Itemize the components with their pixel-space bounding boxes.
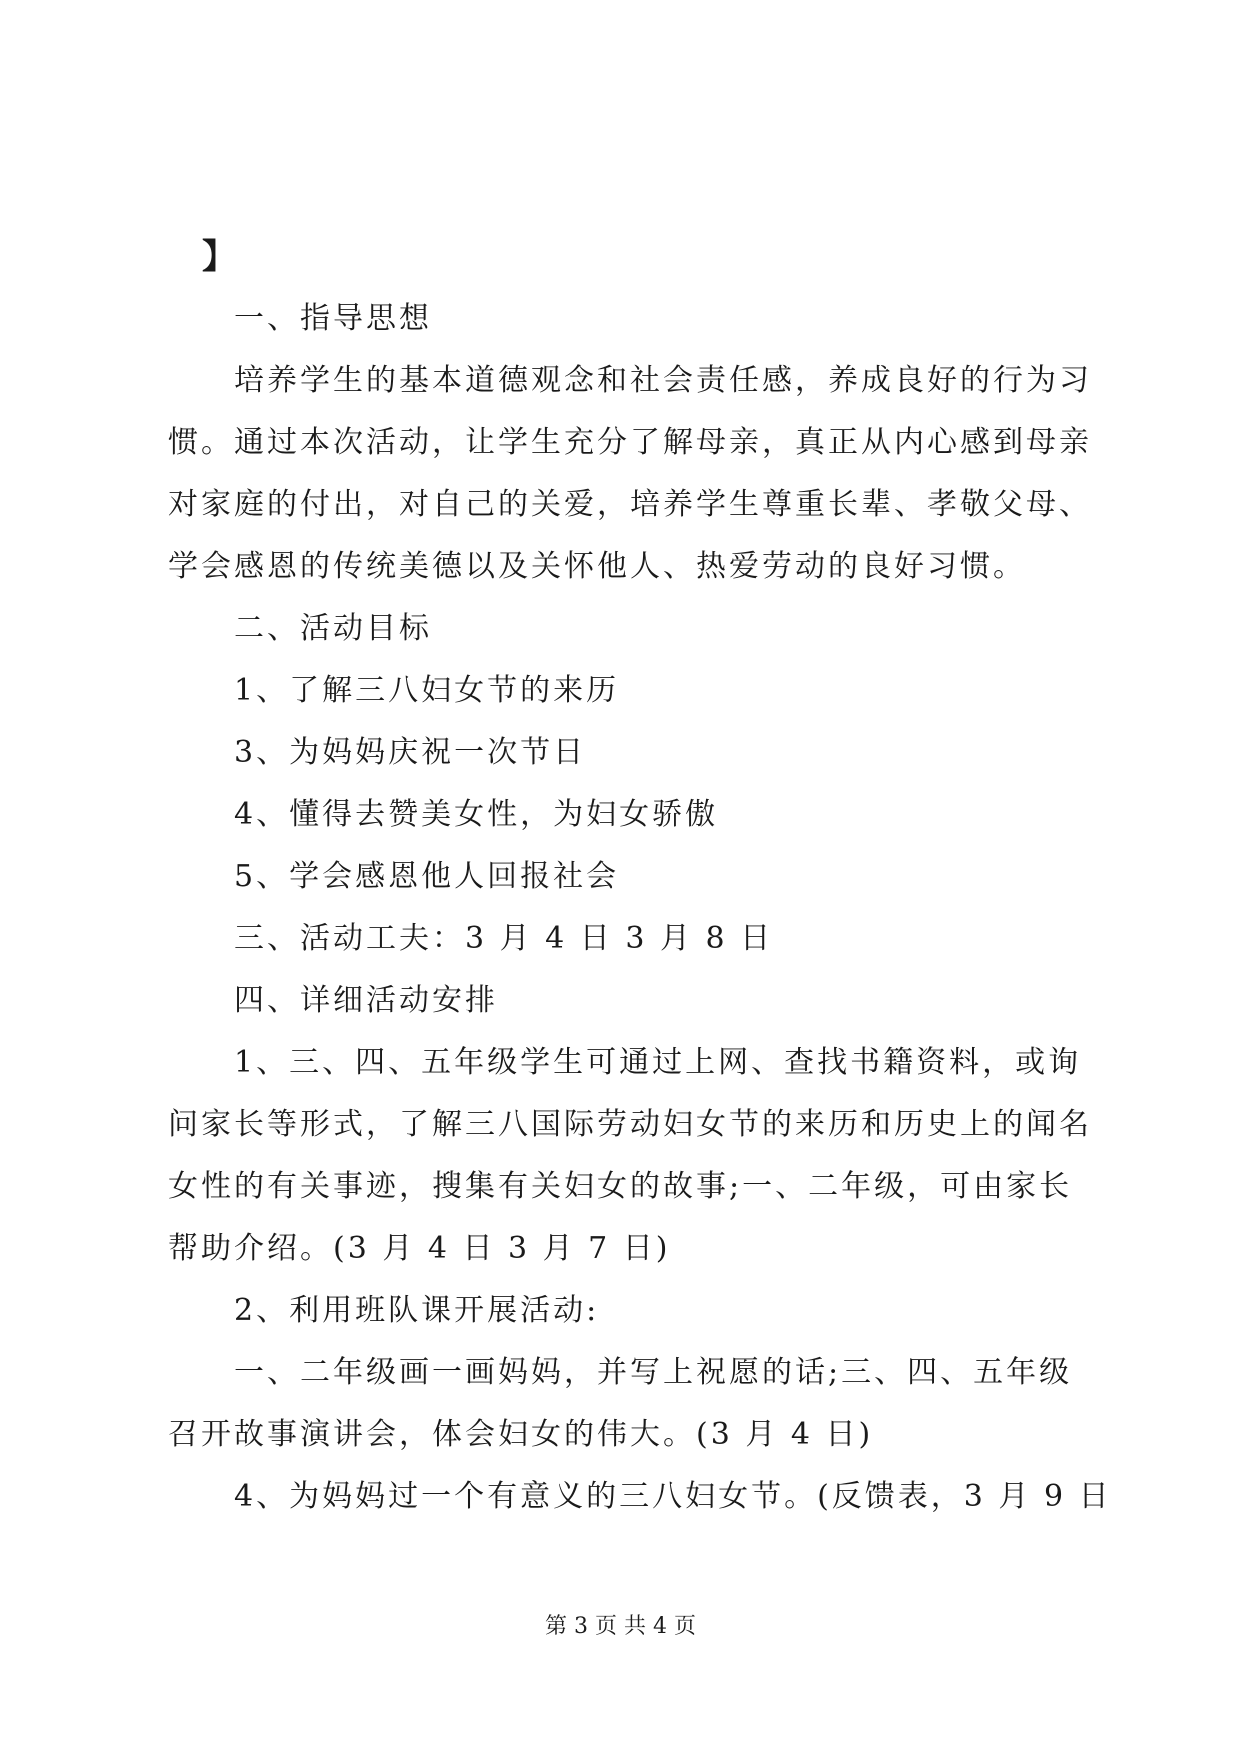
paragraph-line: 召开故事演讲会，体会妇女的伟大。(3 月 4 日) <box>168 1417 874 1452</box>
list-item: 5、学会感恩他人回报社会 <box>234 859 620 894</box>
list-item: 4、懂得去赞美女性，为妇女骄傲 <box>234 797 719 832</box>
paragraph-line: 帮助介绍。(3 月 4 日 3 月 7 日) <box>168 1231 671 1266</box>
document-body <box>168 226 1112 1528</box>
paragraph-line: 对家庭的付出，对自己的关爱，培养学生尊重长辈、孝敬父母、 <box>168 487 1092 522</box>
section-heading-guiding-thought: 一、指导思想 <box>234 301 432 336</box>
section-heading-activity-goals: 二、活动目标 <box>234 611 432 646</box>
paragraph-line: 一、二年级画一画妈妈，并写上祝愿的话;三、四、五年级 <box>234 1355 1073 1390</box>
page-number-footer: 第 3 页 共 4 页 <box>545 1614 696 1639</box>
paragraph-line: 学会感恩的传统美德以及关怀他人、热爱劳动的良好习惯。 <box>168 549 1026 584</box>
closing-bracket: 】 <box>202 237 236 277</box>
section-heading-activity-arrangement: 四、详细活动安排 <box>234 983 498 1018</box>
section-heading-activity-time: 三、活动工夫：3 月 4 日 3 月 8 日 <box>234 921 774 956</box>
paragraph-line: 培养学生的基本道德观念和社会责任感，养成良好的行为习 <box>234 363 1092 398</box>
list-item: 1、了解三八妇女节的来历 <box>234 673 620 708</box>
list-item: 3、为妈妈庆祝一次节日 <box>234 735 587 770</box>
paragraph-line: 问家长等形式，了解三八国际劳动妇女节的来历和历史上的闻名 <box>168 1107 1092 1142</box>
paragraph-line: 1、三、四、五年级学生可通过上网、查找书籍资料，或询 <box>234 1045 1082 1080</box>
list-item: 2、利用班队课开展活动: <box>234 1293 600 1328</box>
paragraph-line: 惯。通过本次活动，让学生充分了解母亲，真正从内心感到母亲 <box>168 425 1092 460</box>
list-item: 4、为妈妈过一个有意义的三八妇女节。(反馈表，3 月 9 日 <box>234 1479 1112 1514</box>
paragraph-line: 女性的有关事迹，搜集有关妇女的故事;一、二年级，可由家长 <box>168 1169 1073 1204</box>
